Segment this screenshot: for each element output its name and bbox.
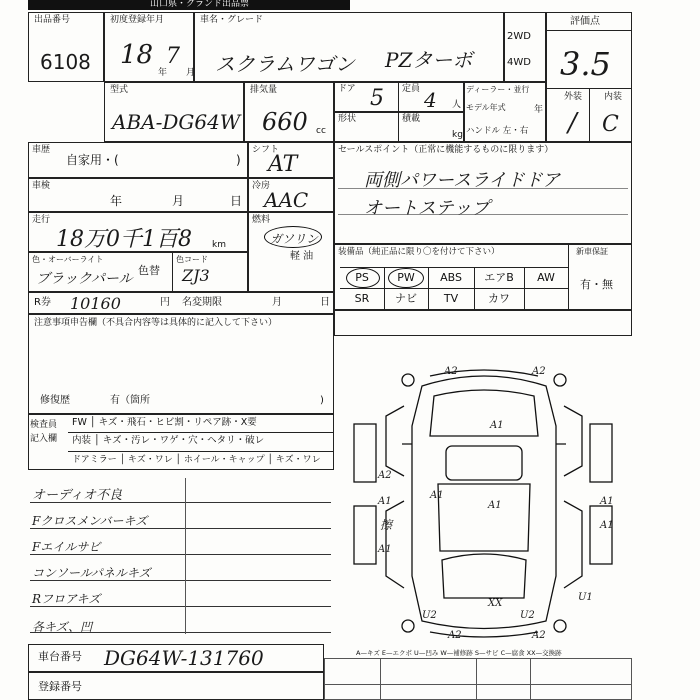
reg-month-unit: 月 <box>186 68 196 78</box>
reg-year: 18 <box>120 40 154 70</box>
equip-airbag: エアB <box>484 271 514 284</box>
score-ext-label: 外装 <box>564 92 583 102</box>
remark-line <box>186 580 331 581</box>
cap-unit: 人 <box>452 100 462 110</box>
disp-value: 660 <box>262 108 308 136</box>
footer-hl <box>324 684 632 685</box>
checker-hl2 <box>68 451 334 452</box>
damage-mark: A2 <box>444 366 458 377</box>
model-year-label: モデル年式 <box>466 103 506 112</box>
remark-3: コンソールパネルキズ <box>32 566 151 580</box>
repair-value: 有（箇所 <box>110 395 150 406</box>
drive-2wd: 2WD <box>507 31 531 42</box>
inspection-month: 月 <box>172 194 185 208</box>
usage-value: 自家用・( <box>66 153 119 167</box>
sales-line2-text: オートステップ <box>364 198 490 219</box>
warranty-label: 新車保証 <box>576 247 608 256</box>
damage-mark: 擦 <box>380 518 393 532</box>
damage-mark: A1 <box>488 500 502 511</box>
remark-line <box>186 554 331 555</box>
ac-value: AAC <box>264 188 309 212</box>
shift-label: シフト <box>252 145 280 155</box>
equip-abs: ABS <box>440 271 462 284</box>
handle-label: ハンドル 左・右 <box>466 126 529 136</box>
reg-year-unit: 年 <box>158 68 168 78</box>
checker-label1: 検査員 <box>30 420 58 430</box>
load-label: 積載 <box>402 114 421 124</box>
damage-mark: A1 <box>490 420 504 431</box>
checker-row-fw: FW │ キズ・飛石・ヒビ割・リペア跡・X要 <box>72 417 257 428</box>
fuel-other: 軽 油 <box>290 251 314 262</box>
damage-mark: A1 <box>600 520 614 531</box>
checker-hl1 <box>68 432 334 433</box>
remark-5: 各キズ、凹 <box>32 620 93 634</box>
equip-leather: カワ <box>488 292 510 305</box>
cap-value: 4 <box>424 88 437 112</box>
score-int-label: 内装 <box>604 92 623 102</box>
inspection-label: 車検 <box>32 181 51 191</box>
score-int: C <box>602 112 619 137</box>
score-label: 評価点 <box>570 16 600 27</box>
drive-box <box>504 12 546 82</box>
checker-row-interior: 内装 │ キズ・汚レ・ワゲ・穴・ヘタリ・破レ <box>72 435 265 446</box>
expiry-label: 名変期限 <box>182 297 222 308</box>
footer-vl3 <box>530 658 531 700</box>
footer-vl1 <box>380 658 381 700</box>
sales-label: セールスポイント（正常に機能するものに限ります） <box>338 145 554 155</box>
usage-box <box>28 142 248 178</box>
equip-pw-circle <box>388 268 424 288</box>
chassis-label: 車台番号 <box>38 650 82 663</box>
header-title: 山口県・グランド出品票 <box>150 0 250 9</box>
color-split <box>172 252 173 292</box>
mileage-value: 18万0千1百8 <box>56 227 192 252</box>
expiry-day: 日 <box>320 297 330 308</box>
recycle-value: 10160 <box>70 294 121 313</box>
door-split <box>398 82 399 112</box>
remark-2: Fエイルサビ <box>32 540 101 554</box>
remark-4: Rフロアキズ <box>32 592 101 606</box>
score-value: 3.5 <box>560 45 611 83</box>
equip-sr: SR <box>354 292 370 305</box>
lot-label: 出品番号 <box>34 15 71 25</box>
color-change: 色替 <box>138 264 160 277</box>
mileage-unit: km <box>212 240 226 250</box>
damage-mark: A1 <box>378 544 392 555</box>
damage-mark: U2 <box>520 610 535 621</box>
equip-pw: PW <box>397 271 415 284</box>
door-value: 5 <box>370 86 384 111</box>
model-grade: PZターボ <box>385 48 473 72</box>
shape-split <box>398 112 399 142</box>
remark-line <box>186 502 331 503</box>
inspection-box-right <box>334 310 632 336</box>
drive-4wd: 4WD <box>507 57 531 68</box>
ac-label: 冷房 <box>252 181 271 191</box>
color-code-label: 色コード <box>176 255 208 264</box>
equip-ps-circle <box>346 268 380 288</box>
score-divider <box>546 30 632 31</box>
repair-close: ) <box>320 395 324 406</box>
score-vsplit <box>589 88 590 142</box>
remark-0: オーディオ不良 <box>32 488 122 503</box>
model-year-unit: 年 <box>534 105 544 115</box>
repair-label: 修復歴 <box>40 395 70 406</box>
model-label: 車名・グレード <box>200 15 264 25</box>
color-value: ブラックパール <box>36 271 133 287</box>
damage-legend: A—キズ E—エクボ U—凹み W—補修跡 S—サビ C—腐食 XX—交換跡 <box>356 649 562 657</box>
disp-label: 排気量 <box>250 85 278 95</box>
damage-mark: A2 <box>532 630 546 641</box>
type-value: ABA-DG64W <box>112 110 241 134</box>
model-name: スクラムワゴン <box>215 52 355 76</box>
disp-unit: cc <box>316 126 326 136</box>
mileage-label: 走行 <box>32 215 51 225</box>
shape-label: 形状 <box>338 114 357 124</box>
dealer-label: ディーラー・並行 <box>466 85 530 94</box>
notes-box <box>28 314 334 414</box>
sales-line1-text: 両側パワースライドドア <box>364 170 561 191</box>
equip-aw: AW <box>537 271 555 284</box>
inspection-day: 日 <box>230 194 243 208</box>
plate-label: 登録番号 <box>38 680 82 693</box>
sales-box <box>334 142 632 244</box>
checker-label2: 記入欄 <box>30 434 58 444</box>
footer-vl2 <box>476 658 477 700</box>
damage-mark: U2 <box>422 610 437 621</box>
fuel-value: ガソリン <box>270 232 319 246</box>
damage-mark: A1 <box>430 490 444 501</box>
remark-line <box>186 632 331 633</box>
damage-mark: U1 <box>578 592 593 603</box>
usage-label: 車歴 <box>32 145 51 155</box>
score-ext: / <box>568 108 577 138</box>
color-code: ZJ3 <box>182 266 210 285</box>
remark-line <box>186 528 331 529</box>
equip-ps: PS <box>355 271 369 284</box>
shift-value: AT <box>268 152 298 177</box>
inspection-year: 年 <box>110 194 123 208</box>
equipment-split <box>568 244 569 310</box>
equip-tv: TV <box>443 292 459 305</box>
reg-month: 7 <box>166 44 180 69</box>
chassis-value: DG64W-131760 <box>104 646 264 670</box>
damage-mark: A2 <box>448 630 462 641</box>
remark-line <box>186 606 331 607</box>
inspection-box <box>28 178 248 212</box>
usage-close: ) <box>236 153 241 167</box>
recycle-unit: 円 <box>160 297 170 308</box>
damage-mark: A2 <box>378 470 392 481</box>
load-unit: kg <box>452 130 463 140</box>
recycle-label: R券 <box>34 297 51 308</box>
checker-row-mirror: ドアミラー │ キズ・ワレ │ ホイール・キャップ │ キズ・ワレ <box>72 455 321 465</box>
damage-mark: A1 <box>600 496 614 507</box>
remark-1: Fクロスメンバーキズ <box>32 514 148 528</box>
equipment-label: 装備品（純正品に限り〇を付けて下さい） <box>338 247 500 257</box>
fuel-label: 燃料 <box>252 215 271 225</box>
damage-mark: A1 <box>378 496 392 507</box>
lot-number: 6108 <box>40 50 91 74</box>
cap-label: 定員 <box>402 84 421 94</box>
notes-label: 注意事項申告欄（不具合内容等は具体的に記入して下さい） <box>34 318 278 328</box>
type-label: 型式 <box>110 85 129 95</box>
reg-label: 初度登録年月 <box>110 15 165 25</box>
damage-mark: A2 <box>532 366 546 377</box>
remark-divider <box>185 478 186 634</box>
damage-mark: XX <box>488 598 503 609</box>
equip-navi: ナビ <box>395 292 417 305</box>
footer-stamp-box <box>324 658 632 700</box>
warranty-value: 有・無 <box>580 278 613 291</box>
color-label: 色・オーバーライト <box>32 255 104 264</box>
expiry-month: 月 <box>272 297 282 308</box>
door-label: ドア <box>338 84 356 94</box>
